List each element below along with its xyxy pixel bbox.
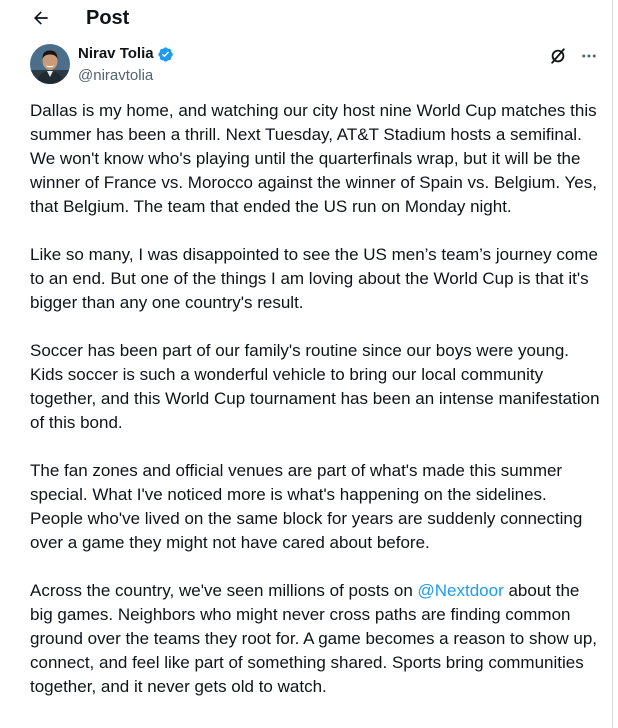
verified-badge-icon[interactable] <box>157 46 174 63</box>
more-horizontal-icon[interactable] <box>578 46 600 66</box>
post-paragraph-5 <box>30 579 602 699</box>
author-handle[interactable]: @niravtolia <box>78 67 154 84</box>
page-header <box>0 0 613 36</box>
post-author-row <box>30 44 600 88</box>
author-name-line <box>78 44 174 64</box>
author-name-block <box>78 44 174 86</box>
post-text <box>30 99 602 723</box>
post-paragraph-1: Dallas is my home, and watching our city host nine World Cup matches this summer has been a thrill. Next Tuesday, AT&T Stadium hosts a semifinal. We won't know who's playing until the quarterfinals wrap, but it will be the winner of France vs. Morocco against the winner of Spain vs. Belgium. Yes, that Belgium. The team that ended the US run on Monday night. <box>30 101 597 216</box>
mention-link[interactable]: @Nextdoor <box>417 581 504 600</box>
post-paragraph-4: The fan zones and official venues are part of what's made this summer special. What I've noticed more is what's happening on the sidelines. People who've lived on the same block for years are suddenly connecting over a game they might not have cared about before. <box>30 461 583 552</box>
arrow-left-icon <box>31 8 51 28</box>
post-paragraph-5-end: about the big games. Neighbors who might never cross paths are finding common ground over the teams they root for. A game becomes a reason to show up, connect, and feel like part of something shared. Sports bring communities together, and it never gets old to watch. <box>30 581 598 696</box>
avatar[interactable] <box>30 44 70 84</box>
author-display-name[interactable]: Nirav Tolia <box>78 45 154 62</box>
page-title: Post <box>86 7 130 29</box>
avatar-image <box>30 44 70 84</box>
post-paragraph-3: Soccer has been part of our family's routine since our boys were young. Kids soccer is such a wonderful vehicle to bring our local community together, and this World Cup tournament has been an intense manifestation of this bond. <box>30 341 600 432</box>
post-paragraph-2: Like so many, I was disappointed to see the US men’s team’s journey come to an end. But one of the things I am loving about the World Cup is that it's bigger than any one country's result. <box>30 245 598 312</box>
grok-slash-icon[interactable] <box>548 46 568 66</box>
post-actions <box>548 46 600 66</box>
post-paragraph-5-start: Across the country, we've seen millions of posts on <box>30 581 418 600</box>
back-button[interactable] <box>28 6 54 30</box>
